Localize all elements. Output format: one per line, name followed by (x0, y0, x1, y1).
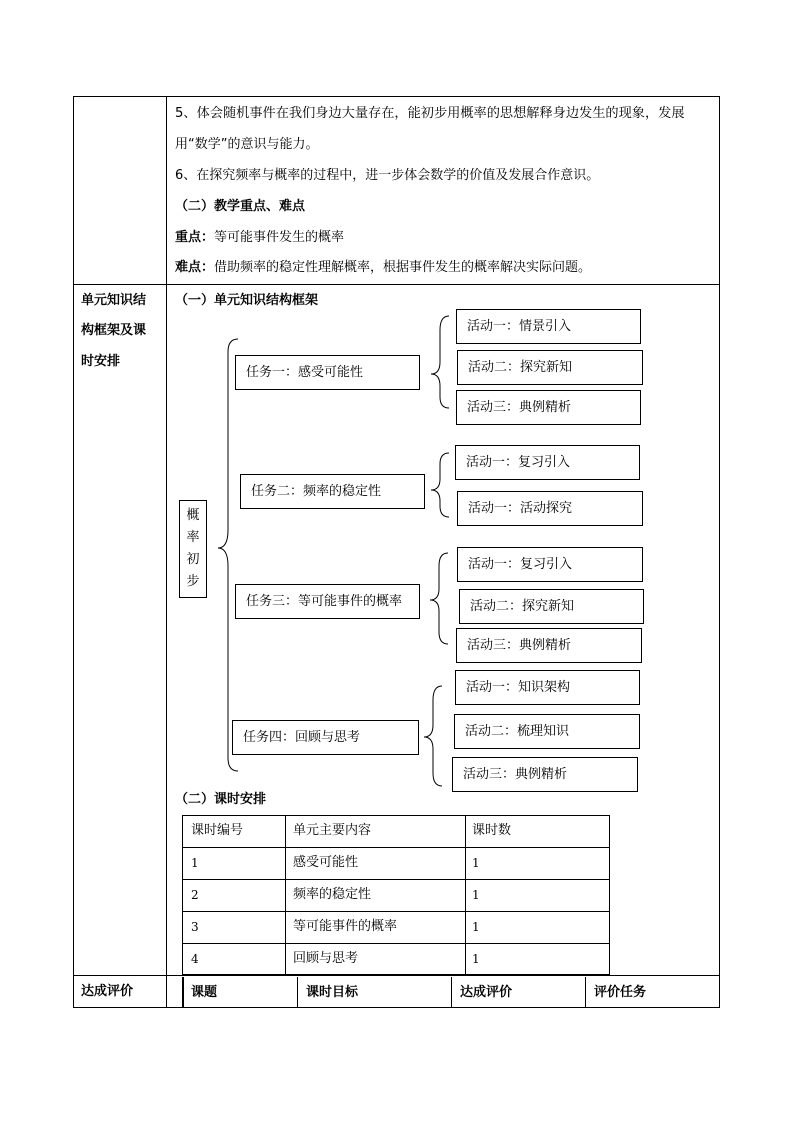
evaluation-header-task: 评价任务 (594, 985, 647, 1000)
schedule-row-4-content: 回顾与思考 (293, 951, 359, 966)
objective-item-5-line1: 5、体会随机事件在我们身边大量存在，能初步用概率的思想解释身边发生的现象，发展 (175, 106, 685, 121)
task-2-activity-2: 活动一：活动探究 (457, 491, 643, 526)
schedule-row-1-content: 感受可能性 (293, 855, 359, 870)
task-3-box: 任务三：等可能事件的概率 (235, 584, 420, 619)
schedule-heading: （二）课时安排 (175, 792, 267, 807)
task3-brace (430, 553, 448, 644)
evaluation-header-objective: 课时目标 (306, 985, 359, 1000)
task-1-activity-3: 活动三：典例精析 (456, 390, 641, 425)
task-1-activity-2: 活动二：探究新知 (457, 350, 643, 385)
task-3-activity-2: 活动二：探究新知 (459, 589, 644, 624)
task-2-activity-1: 活动一：复习引入 (455, 445, 640, 480)
schedule-row-1-no: 1 (191, 856, 199, 870)
schedule-row-2-content: 频率的稳定性 (293, 887, 372, 902)
task-4-box: 任务四：回顾与思考 (232, 720, 419, 755)
schedule-row-3-hours: 1 (472, 920, 480, 934)
schedule-header-lesson-no: 课时编号 (191, 823, 244, 838)
schedule-row-2-no: 2 (191, 888, 199, 902)
schedule-row-2-hours: 1 (472, 888, 480, 902)
difficult-point-label: 难点： (175, 260, 215, 275)
task1-brace (431, 316, 449, 408)
unit-section-label-line2: 构框架及课 (81, 323, 147, 338)
objective-item-6: 6、在探究频率与概率的过程中，进一步体会数学的价值及发展合作意识。 (175, 168, 600, 183)
root-node-probability-intro (179, 500, 207, 598)
focus-heading: （二）教学重点、难点 (175, 199, 306, 214)
root-char-4: 步 (186, 574, 200, 589)
unit-section-label-line1: 单元知识结 (81, 293, 147, 308)
root-char-3: 初 (186, 552, 200, 567)
task-2-box: 任务二：频率的稳定性 (240, 474, 425, 509)
key-point-label: 重点： (175, 230, 215, 245)
task-1-activity-1: 活动一：情景引入 (456, 309, 641, 344)
evaluation-header-achievement: 达成评价 (460, 985, 513, 1000)
schedule-header-content: 单元主要内容 (293, 823, 372, 838)
task-4-activity-1: 活动一：知识架构 (455, 670, 640, 705)
task-3-activity-1: 活动一：复习引入 (457, 547, 643, 582)
evaluation-label: 达成评价 (81, 984, 134, 999)
schedule-row-4-no: 4 (191, 952, 199, 966)
framework-heading: （一）单元知识结构框架 (175, 293, 319, 308)
task-4-activity-3: 活动三：典例精析 (452, 757, 638, 792)
schedule-row-3-content: 等可能事件的概率 (293, 919, 398, 934)
schedule-header-hours: 课时数 (472, 823, 512, 838)
task4-brace (424, 686, 442, 786)
unit-section-label-line3: 时安排 (81, 354, 121, 369)
difficult-point-text: 借助频率的稳定性理解概率，根据事件发生的概率解决实际问题。 (214, 260, 592, 275)
key-point-text: 等可能事件发生的概率 (214, 230, 345, 245)
objective-item-5-line2: 用“数学”的意识与能力。 (175, 137, 319, 152)
task2-brace (431, 453, 449, 517)
schedule-row-4-hours: 1 (472, 952, 480, 966)
task-3-activity-3: 活动三：典例精析 (456, 628, 642, 663)
evaluation-header-topic: 课题 (191, 985, 218, 1000)
root-char-2: 率 (186, 530, 200, 545)
schedule-row-3-no: 3 (191, 920, 199, 934)
task-1-box: 任务一：感受可能性 (235, 355, 420, 390)
main-brace (218, 339, 238, 771)
schedule-row-1-hours: 1 (472, 856, 480, 870)
task-4-activity-2: 活动二：梳理知识 (454, 714, 640, 749)
root-char-1: 概 (186, 508, 200, 523)
